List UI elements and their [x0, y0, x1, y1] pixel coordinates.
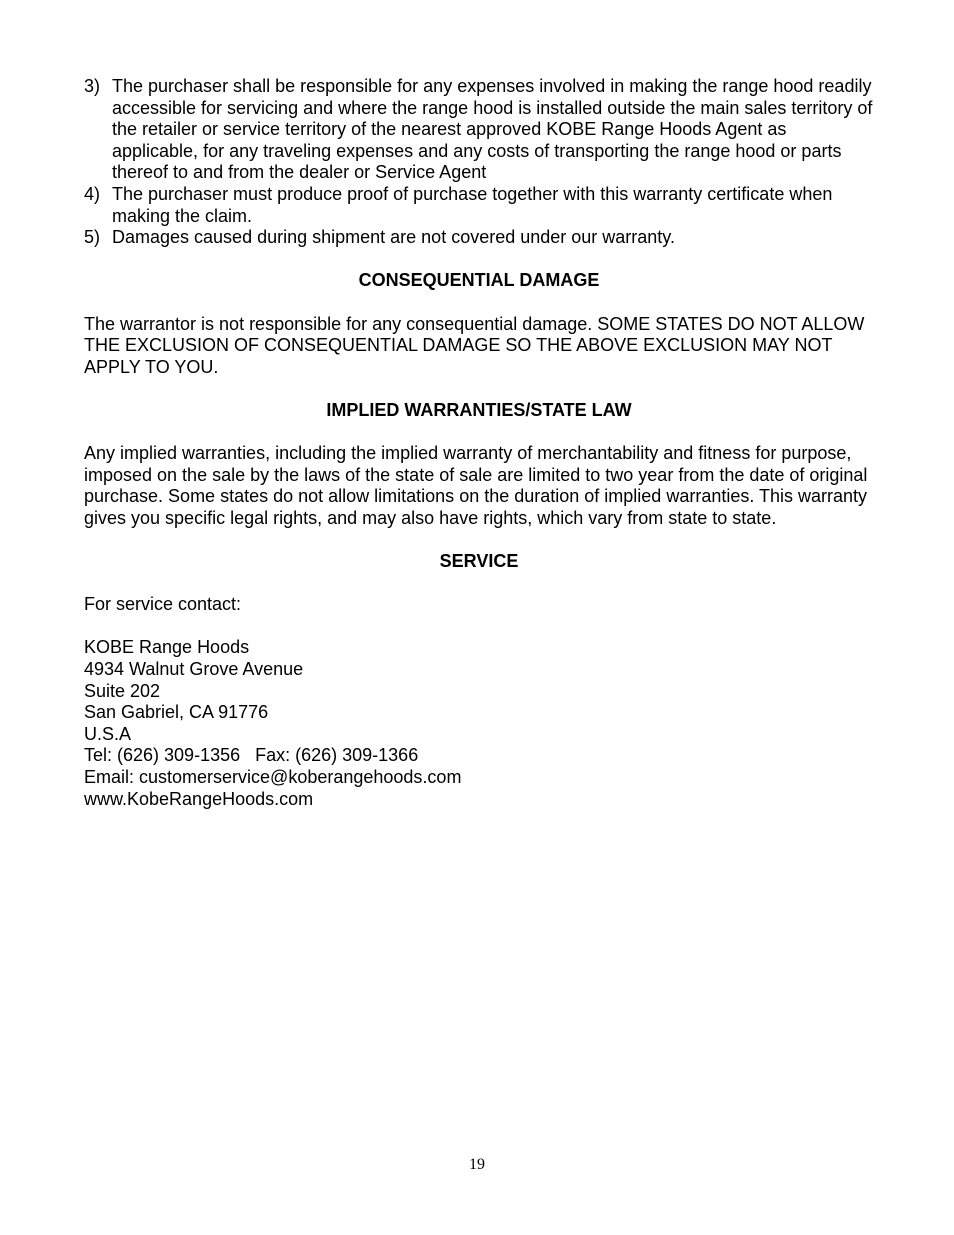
list-item	[84, 76, 874, 184]
service-heading: SERVICE	[439, 551, 519, 572]
list-item-text: Damages caused during shipment are not covered under our warranty.	[112, 227, 675, 248]
list-item	[84, 184, 874, 227]
consequential-damage-paragraph: The warrantor is not responsible for any consequential damage. SOME STATES DO NOT ALLOW THE EXCLUSION OF CONSEQUENTIAL DAMAGE SO THE ABOVE EXCLUSION MAY NOT APPLY TO YOU.	[84, 313, 865, 377]
city-state-zip: San Gabriel, CA 91776	[84, 702, 269, 723]
list-item-text: The purchaser shall be responsible for any expenses involved in making the range hood readily accessible for servicing and where the range hood is installed outside the main sales territory of the retailer or service territory of the nearest approved KOBE Range Hoods Agent as applicable, for any traveling expenses and any costs of transporting the range hood or parts thereof to and from the dealer or Service Agent	[112, 76, 873, 183]
implied-warranties-paragraph: Any implied warranties, including the implied warranty of merchantability and fitness for purpose, imposed on the sale by the laws of the state of sale are limited to two year from the date of original purchase. Some states do not allow limitations on the duration of implied warranties. This warranty gives you specific legal rights, and may also have rights, which vary from state to state.	[84, 443, 868, 528]
page-number: 19	[469, 1156, 485, 1173]
list-item-number: 5)	[84, 227, 101, 248]
country: U.S.A	[84, 723, 132, 744]
company-name: KOBE Range Hoods	[84, 637, 250, 658]
list-item-number: 4)	[84, 183, 101, 204]
suite-number: Suite 202	[84, 680, 161, 701]
street-address: 4934 Walnut Grove Avenue	[84, 659, 304, 680]
consequential-damage-heading: CONSEQUENTIAL DAMAGE	[358, 270, 600, 291]
email-address: Email: customerservice@koberangehoods.com	[84, 767, 462, 787]
phone-fax: Tel: (626) 309-1356 Fax: (626) 309-1366	[84, 745, 419, 766]
document-page	[84, 76, 874, 810]
list-item-text: The purchaser must produce proof of purchase together with this warranty certificate when making the claim.	[112, 183, 833, 226]
implied-warranties-heading: IMPLIED WARRANTIES/STATE LAW	[326, 399, 632, 420]
service-contact-block	[84, 637, 874, 810]
website-url: www.KobeRangeHoods.com	[84, 788, 314, 809]
list-item	[84, 227, 874, 249]
service-intro: For service contact:	[84, 594, 242, 615]
list-item-number: 3)	[84, 76, 101, 96]
warranty-claims-list	[84, 76, 874, 249]
